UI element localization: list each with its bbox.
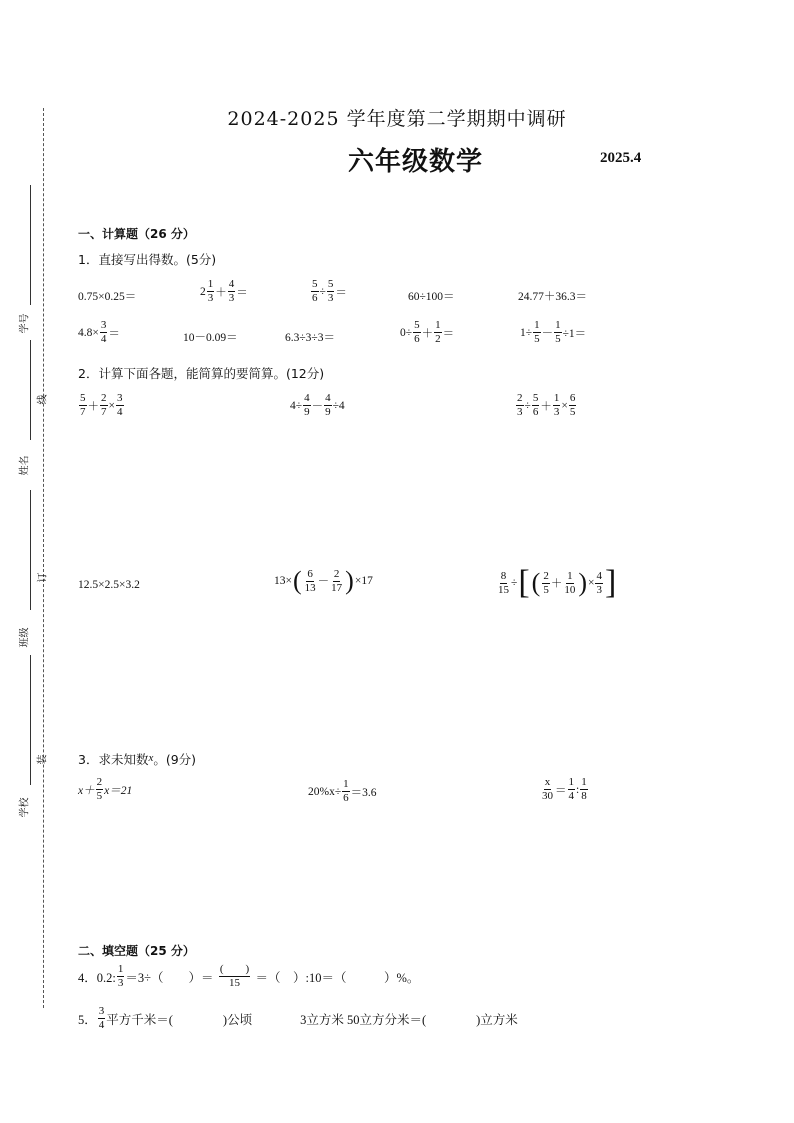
- q2-p1: $\frac{5}{7}$ ＋ $\frac{2}{7}$ × $\frac{3}{4}$: [80, 392, 123, 418]
- fraction: $\frac{3}{4}$: [98, 1005, 105, 1031]
- q1-r1-a: 0.75×0.25＝: [78, 291, 137, 303]
- exam-title: 2024-2025 学年度第二学期期中调研: [227, 108, 567, 130]
- fraction: $\frac{2}{17}$: [331, 567, 343, 594]
- unknown-var: x: [148, 752, 154, 764]
- q1-r2-a: 4.8× $\frac{3}{4}$ ＝: [78, 319, 120, 345]
- fraction: $\frac{1}{3}$: [117, 963, 124, 989]
- student-id-line: [30, 185, 31, 305]
- q3-e2: 20%x÷ $\frac{1}{6}$ ＝3.6: [308, 778, 377, 804]
- class-line: [30, 490, 31, 610]
- q1-r2-d: 0÷ $\frac{5}{6}$ ＋ $\frac{1}{2}$ ＝: [400, 319, 455, 345]
- cut-mark-bind: 订: [37, 572, 49, 583]
- section-fill-title: 二、填空题（25 分）: [78, 944, 195, 958]
- fraction: $\frac{5}{6}$: [532, 392, 539, 418]
- q5: 5． $\frac{3}{4}$ 平方千米＝( )公顷 3立方米 50立方分米＝( )立方米: [78, 1005, 518, 1031]
- fraction: $\frac{1}{5}$: [534, 319, 540, 345]
- q1-r1-b: 2 $\frac{1}{3}$ ＋ $\frac{4}{3}$ ＝: [200, 278, 248, 304]
- right-paren: ): [578, 568, 587, 597]
- fraction: $\frac{5}{3}$: [327, 278, 334, 304]
- name-line: [30, 340, 31, 440]
- fraction: $\frac{6}{13}$: [304, 567, 316, 594]
- fraction: $\frac{3}{4}$: [117, 392, 123, 418]
- q2-p5: 13× ( $\frac{6}{13}$ － $\frac{2}{17}$ ) ×17: [274, 566, 373, 595]
- fraction: $\frac{2}{7}$: [101, 392, 107, 418]
- fraction: $\frac{4}{3}$: [228, 278, 235, 304]
- q2-p6: $\frac{8}{15}$ ÷ [ ( $\frac{2}{5}$ ＋ $\frac{1}{10}$ ) × $\frac{4}{3}$ ]: [498, 564, 617, 601]
- q3-label: 3．求未知数x。(9分): [78, 752, 197, 767]
- q1-r1-d: 60÷100＝: [408, 291, 455, 303]
- fraction: $\frac{4}{9}$: [304, 392, 310, 418]
- left-paren: (: [531, 568, 541, 597]
- left-bracket: [: [518, 564, 530, 601]
- fraction: $\frac{1}{4}$: [568, 776, 574, 802]
- q2-p2: 4÷ $\frac{4}{9}$ － $\frac{4}{9}$ ÷4: [290, 392, 345, 418]
- q4: 4．0.2: $\frac{1}{3}$ ＝3÷（ ）＝ $\frac{( )}{15}$ ＝（ ）:10＝（ ）%。: [78, 963, 420, 989]
- left-paren: (: [293, 566, 302, 595]
- name-label: 姓名: [19, 455, 31, 476]
- fraction: $\frac{1}{8}$: [581, 776, 587, 802]
- fraction: $\frac{3}{4}$: [100, 319, 107, 345]
- cut-mark-line: 线: [37, 394, 49, 405]
- fraction: $\frac{5}{6}$: [312, 278, 318, 304]
- cut-mark-staple: 装: [37, 754, 49, 765]
- q2-p4: 12.5×2.5×3.2: [78, 579, 140, 591]
- q1-r2-c: 6.3÷3÷3＝: [285, 332, 335, 344]
- fraction: $\frac{6}{5}$: [569, 392, 576, 418]
- exam-subject: 六年级数学: [348, 147, 484, 177]
- q1-r2-b: 10－0.09＝: [183, 332, 238, 344]
- q3-e3: $\frac{x}{30}$ ＝ $\frac{1}{4}$ : $\frac{1}{8}$: [542, 776, 587, 802]
- fraction: $\frac{x}{30}$: [542, 776, 553, 802]
- fraction: $\frac{4}{9}$: [325, 392, 331, 418]
- school-label: 学校: [19, 797, 31, 818]
- fraction: $\frac{4}{3}$: [596, 569, 602, 596]
- exam-date: 2025.4: [600, 150, 642, 166]
- q2-label: 2．计算下面各题，能简算的要简算。(12分): [78, 366, 325, 381]
- fraction-blank[interactable]: $\frac{( )}{15}$: [219, 963, 250, 989]
- q1-label: 1．直接写出得数。(5分): [78, 252, 217, 267]
- fraction: $\frac{2}{5}$: [543, 569, 549, 596]
- fraction: $\frac{1}{5}$: [555, 319, 561, 345]
- fraction: $\frac{1}{2}$: [435, 319, 441, 345]
- q3-e1: x＋ $\frac{2}{5}$ x＝21: [78, 776, 133, 802]
- section-calc-title: 一、计算题（26 分）: [78, 227, 195, 241]
- fraction: $\frac{2}{5}$: [96, 776, 103, 802]
- q1-r1-c: $\frac{5}{6}$ ÷ $\frac{5}{3}$ ＝: [312, 278, 347, 304]
- fraction: $\frac{2}{3}$: [517, 392, 523, 418]
- fraction: $\frac{5}{7}$: [80, 392, 86, 418]
- class-label: 班级: [19, 627, 31, 648]
- right-paren: ): [345, 566, 354, 595]
- fraction: $\frac{1}{10}$: [564, 569, 576, 596]
- right-bracket: ]: [604, 564, 617, 601]
- q2-p3: $\frac{2}{3}$ ÷ $\frac{5}{6}$ ＋ $\frac{1}{3}$ × $\frac{6}{5}$: [517, 392, 576, 418]
- fraction: $\frac{1}{3}$: [207, 278, 214, 304]
- school-line: [30, 655, 31, 785]
- fraction: $\frac{1}{6}$: [343, 778, 349, 804]
- fraction: $\frac{1}{3}$: [553, 392, 560, 418]
- q1-r1-e: 24.77＋36.3＝: [518, 291, 587, 303]
- fraction: $\frac{8}{15}$: [498, 569, 509, 596]
- student-id-label: 学号: [19, 313, 31, 334]
- q1-r2-e: 1÷ $\frac{1}{5}$ － $\frac{1}{5}$ ÷1＝: [520, 319, 587, 345]
- fraction: $\frac{5}{6}$: [414, 319, 420, 345]
- binding-dashed-line: [43, 108, 44, 1008]
